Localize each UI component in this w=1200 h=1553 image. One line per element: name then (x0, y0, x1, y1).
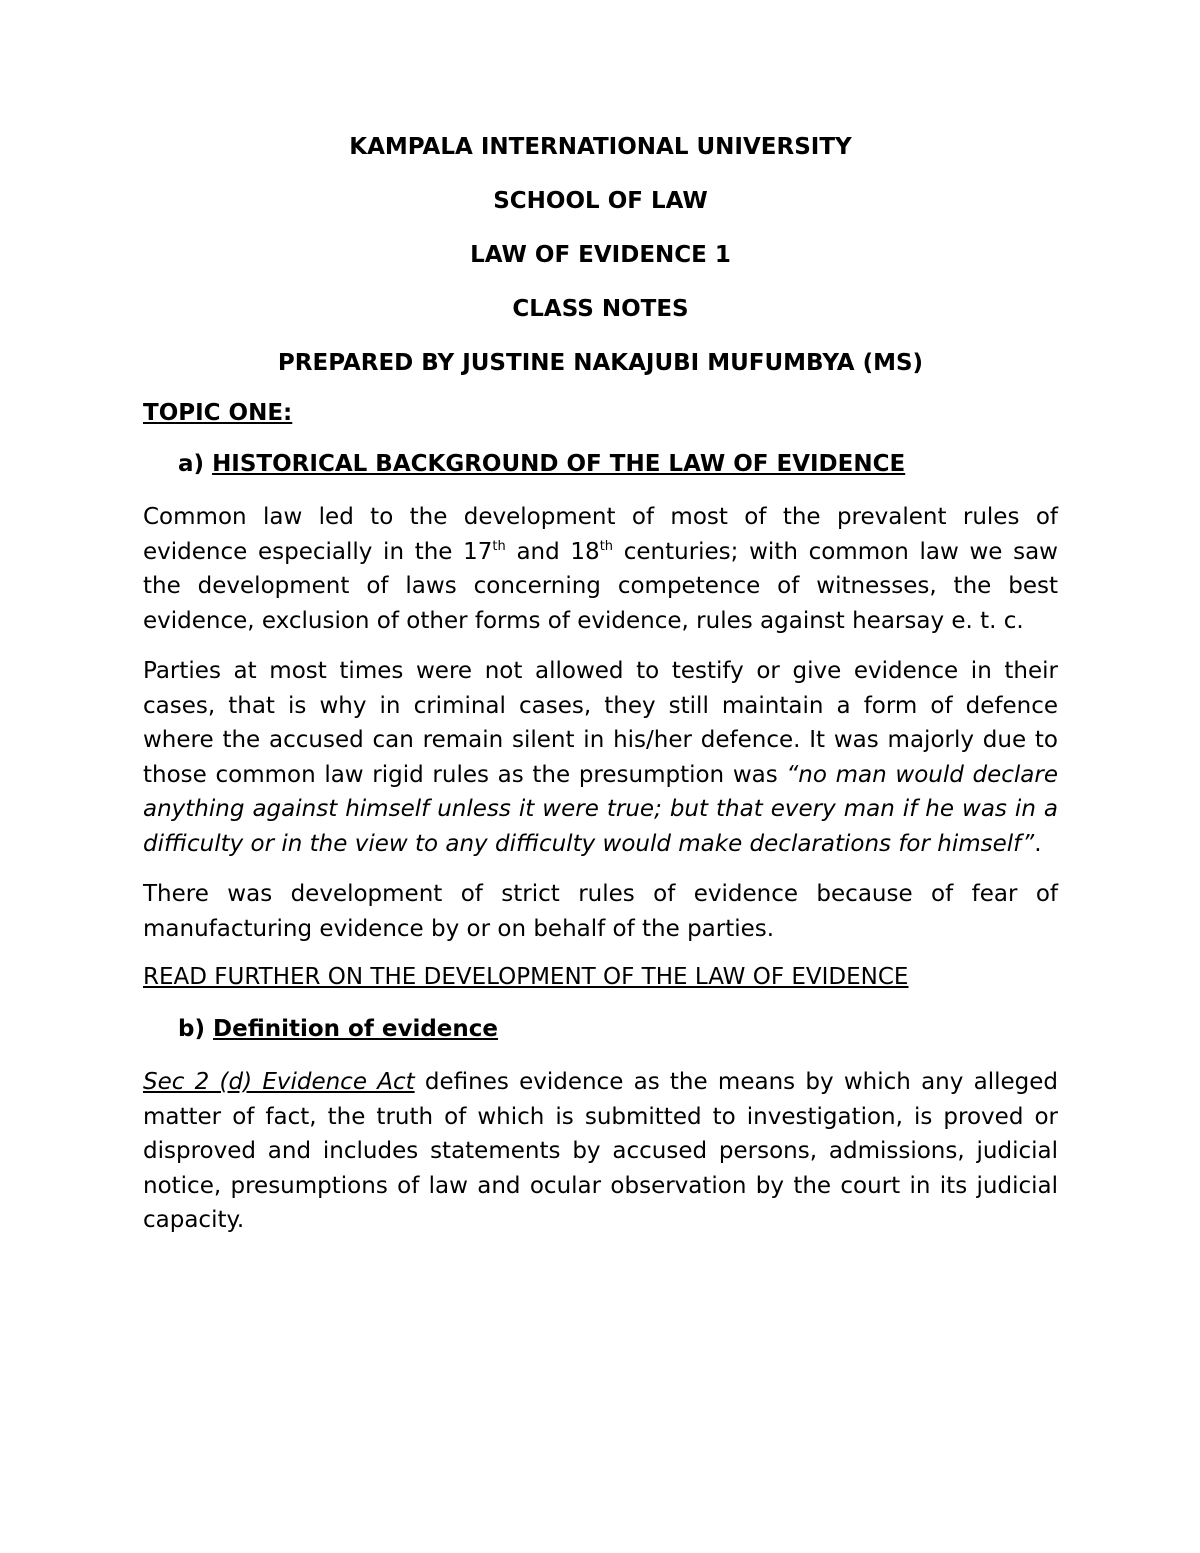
para-text: Common law led to the development of most of the prevalent rules of evidence especially in the 17 (143, 504, 1058, 565)
document-page (143, 132, 1058, 1254)
section-a-heading (178, 449, 1058, 479)
course-title: LAW OF EVIDENCE 1 (470, 242, 731, 268)
school-name: SCHOOL OF LAW (493, 188, 708, 214)
section-b-marker: b) (178, 1016, 205, 1042)
para-text: Parties at most times were not allowed to testify or give evidence in their cases, that is why in criminal cases, they still maintain a form of defence where the accused can remain silent in his/her defence. It was majorly due to those common law rigid rules as the presumption was (143, 658, 1058, 788)
topic-heading: TOPIC ONE: (143, 400, 293, 426)
quoted-presumption: “no man would declare anything against himself unless it were true; but that every man if he was in a difficulty or in the view to any difficulty would make declarations for himself” (143, 761, 1058, 857)
section-a-marker: a) (178, 451, 205, 477)
document-type: CLASS NOTES (512, 296, 689, 322)
university-name: KAMPALA INTERNATIONAL UNIVERSITY (349, 134, 852, 160)
section-b-heading (178, 1014, 1058, 1044)
section-b-paragraph-1 (143, 1065, 1058, 1238)
para-text: defines evidence as the means by which any alleged matter of fact, the truth of which is submitted to investigation, is proved or disproved and includes statements by accused persons, admissions, judicial notice, presumptions of law and ocular observation by the court in its judicial capacity. (143, 1069, 1058, 1233)
section-a-paragraph-3: There was development of strict rules of evidence because of fear of manufacturing evidence by or on behalf of the parties. (143, 881, 1058, 942)
statute-citation: Sec 2 (d) Evidence Act (143, 1069, 415, 1095)
author-line: PREPARED BY JUSTINE NAKAJUBI MUFUMBYA (MS) (277, 350, 924, 376)
superscript: th (492, 538, 506, 554)
para-text: . (1034, 830, 1042, 857)
read-further-note: READ FURTHER ON THE DEVELOPMENT OF THE LAW OF EVIDENCE (143, 964, 909, 990)
para-text: and 18 (505, 538, 600, 565)
superscript: th (599, 538, 614, 554)
para-text: centuries; with common law we saw the development of laws concerning competence of witnesses, the best evidence, exclusion of other forms of evidence, rules against hearsay e. t. c. (143, 538, 1058, 634)
section-a-title: HISTORICAL BACKGROUND OF THE LAW OF EVIDENCE (212, 451, 906, 477)
section-b-title: Definition of evidence (213, 1016, 499, 1042)
section-a-paragraph-1 (143, 500, 1058, 638)
section-a-paragraph-2 (143, 654, 1058, 861)
